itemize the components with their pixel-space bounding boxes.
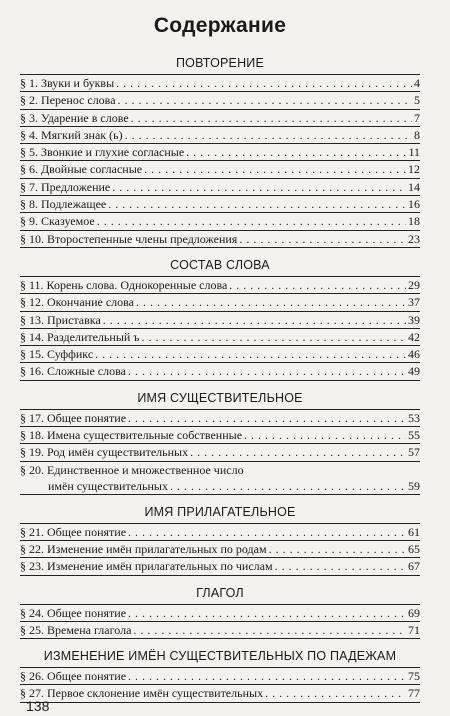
toc-entry[interactable] bbox=[20, 444, 420, 461]
entry-title: § 22. Изменение имён прилагательных по родам bbox=[20, 541, 267, 556]
entry-title: § 25. Времена глагола bbox=[20, 622, 132, 637]
entry-title: § 5. Звонкие и глухие согласные bbox=[20, 145, 185, 160]
entry-page-number: 5 bbox=[414, 93, 420, 108]
entry-page-number: 8 bbox=[414, 127, 420, 142]
section-heading: ГЛАГОЛ bbox=[196, 585, 244, 600]
section-heading: ПОВТОРЕНИЕ bbox=[175, 56, 265, 70]
dot-leader bbox=[269, 541, 406, 557]
toc-entry[interactable] bbox=[20, 541, 420, 558]
entry-page-number: 39 bbox=[408, 312, 420, 327]
toc-entry[interactable] bbox=[20, 196, 420, 213]
entry-title: § 19. Род имён существительных bbox=[20, 445, 189, 460]
entry-page-number: 77 bbox=[408, 686, 420, 701]
dot-leader bbox=[131, 110, 412, 126]
dot-leader bbox=[133, 622, 406, 638]
entry-title: § 15. Суффикс bbox=[20, 347, 94, 362]
entry-title: § 2. Перенос слова bbox=[20, 93, 116, 108]
toc-entry[interactable] bbox=[20, 110, 420, 127]
section-heading: ИМЯ ПРИЛАГАТЕЛЬНОЕ bbox=[144, 504, 296, 519]
toc-entry[interactable] bbox=[20, 144, 420, 161]
toc-entry[interactable] bbox=[20, 410, 420, 427]
toc-entry[interactable] bbox=[20, 329, 420, 346]
entry-title: § 21. Общее понятие bbox=[20, 524, 127, 539]
toc-section bbox=[20, 649, 420, 703]
entry-title: § 24. Общее понятие bbox=[20, 605, 127, 620]
entry-page-number: 16 bbox=[408, 197, 420, 212]
entry-page-number: 55 bbox=[408, 428, 420, 443]
toc-entry[interactable] bbox=[20, 231, 420, 248]
toc-section bbox=[20, 505, 420, 576]
toc-entry[interactable] bbox=[20, 277, 420, 294]
dot-leader bbox=[239, 231, 406, 247]
entry-title: § 9. Сказуемое bbox=[20, 214, 95, 229]
dot-leader bbox=[142, 329, 406, 345]
dot-leader bbox=[275, 558, 406, 574]
entry-page-number: 53 bbox=[408, 410, 420, 425]
toc-entry[interactable] bbox=[20, 427, 420, 444]
entry-title: § 17. Общее понятие bbox=[20, 410, 127, 425]
toc-section bbox=[20, 258, 420, 381]
dot-leader bbox=[118, 92, 412, 108]
entry-title: § 23. Изменение имён прилагательных по числам bbox=[20, 559, 273, 574]
entry-page-number: 49 bbox=[408, 364, 420, 379]
dot-leader bbox=[136, 294, 406, 310]
entry-page-number: 4 bbox=[414, 76, 420, 90]
entry-page-number: 61 bbox=[408, 524, 420, 539]
dot-leader bbox=[125, 127, 412, 143]
toc-entry[interactable] bbox=[20, 92, 420, 109]
toc-entry[interactable] bbox=[20, 605, 420, 622]
dot-leader bbox=[265, 685, 406, 701]
toc-section bbox=[20, 391, 420, 495]
toc-section bbox=[20, 56, 420, 248]
entry-page-number: 65 bbox=[408, 541, 420, 556]
dot-leader bbox=[186, 144, 406, 160]
entry-title: § 18. Имена существительные собственные bbox=[20, 428, 243, 443]
dot-leader bbox=[112, 179, 406, 195]
section-heading: ИЗМЕНЕНИЕ ИМЁН СУЩЕСТВИТЕЛЬНЫХ ПО ПАДЕЖАМ bbox=[43, 649, 397, 664]
dot-leader bbox=[116, 75, 412, 91]
dot-leader bbox=[170, 478, 406, 494]
entry-title: § 12. Окончание слова bbox=[20, 295, 134, 310]
entry-title: § 1. Звуки и буквы bbox=[20, 76, 115, 90]
entry-title: § 16. Сложные слова bbox=[20, 364, 126, 379]
entry-page-number: 75 bbox=[408, 669, 420, 684]
dot-leader bbox=[103, 312, 406, 328]
dot-leader bbox=[108, 196, 406, 212]
entry-title: § 6. Двойные согласные bbox=[20, 162, 143, 177]
dot-leader bbox=[128, 410, 406, 426]
entry-page-number: 42 bbox=[408, 329, 420, 344]
dot-leader bbox=[229, 277, 406, 293]
dot-leader bbox=[95, 346, 406, 362]
dot-leader bbox=[128, 524, 406, 540]
toc-entry[interactable] bbox=[20, 161, 420, 178]
dot-leader bbox=[128, 605, 406, 621]
toc-entry[interactable] bbox=[20, 558, 420, 575]
toc-entry[interactable] bbox=[20, 668, 420, 685]
page-number: 138 bbox=[26, 698, 50, 714]
toc-entry[interactable] bbox=[20, 179, 420, 196]
entry-title: § 10. Второстепенные члены предложения bbox=[20, 231, 238, 246]
toc-entry[interactable] bbox=[20, 462, 420, 495]
dot-leader bbox=[244, 427, 406, 443]
entry-page-number: 59 bbox=[408, 478, 420, 493]
toc-entry[interactable] bbox=[20, 363, 420, 380]
section-heading: ИМЯ СУЩЕСТВИТЕЛЬНОЕ bbox=[137, 390, 303, 405]
entry-page-number: 46 bbox=[408, 347, 420, 362]
dot-leader bbox=[128, 363, 406, 379]
entry-title: § 8. Подлежащее bbox=[20, 197, 107, 212]
dot-leader bbox=[190, 444, 406, 460]
entry-title: § 7. Предложение bbox=[20, 179, 111, 194]
entry-page-number: 67 bbox=[408, 559, 420, 574]
entry-page-number: 23 bbox=[408, 231, 420, 246]
entry-page-number: 29 bbox=[408, 277, 420, 292]
entry-page-number: 57 bbox=[408, 445, 420, 460]
toc-entry[interactable] bbox=[20, 75, 420, 92]
toc-entry[interactable] bbox=[20, 685, 420, 702]
entry-title: § 11. Корень слова. Однокоренные слова bbox=[20, 277, 228, 292]
page-title: Содержание bbox=[153, 14, 287, 37]
section-heading: СОСТАВ СЛОВА bbox=[170, 257, 270, 272]
entry-page-number: 69 bbox=[408, 605, 420, 620]
entry-page-number: 12 bbox=[408, 162, 420, 177]
entry-title: § 14. Разделительный ъ bbox=[20, 329, 140, 344]
table-of-contents bbox=[20, 56, 420, 703]
entry-page-number: 18 bbox=[408, 214, 420, 229]
toc-section bbox=[20, 586, 420, 640]
entry-title: § 27. Первое склонение имён существительных bbox=[20, 686, 264, 701]
toc-entry[interactable] bbox=[20, 127, 420, 144]
entry-title-continued bbox=[20, 478, 420, 494]
dot-leader bbox=[144, 161, 406, 177]
toc-entry[interactable] bbox=[20, 346, 420, 363]
entry-page-number: 71 bbox=[408, 622, 420, 637]
entry-title: § 4. Мягкий знак (ь) bbox=[20, 127, 123, 142]
toc-entry[interactable] bbox=[20, 213, 420, 230]
entry-page-number: 14 bbox=[408, 179, 420, 194]
entry-title-line2: имён существительных bbox=[48, 478, 168, 493]
entry-title: § 3. Ударение в слове bbox=[20, 110, 129, 125]
entry-title: § 20. Единственное и множественное число bbox=[20, 462, 244, 477]
toc-entry[interactable] bbox=[20, 312, 420, 329]
toc-entry[interactable] bbox=[20, 524, 420, 541]
entry-title: § 13. Приставка bbox=[20, 312, 101, 327]
dot-leader bbox=[128, 668, 406, 684]
toc-entry[interactable] bbox=[20, 622, 420, 639]
toc-entry[interactable] bbox=[20, 294, 420, 311]
entry-title: § 26. Общее понятие bbox=[20, 669, 127, 684]
entry-page-number: 7 bbox=[414, 110, 420, 125]
entry-page-number: 11 bbox=[408, 145, 420, 160]
entry-page-number: 37 bbox=[408, 295, 420, 310]
dot-leader bbox=[97, 213, 406, 229]
